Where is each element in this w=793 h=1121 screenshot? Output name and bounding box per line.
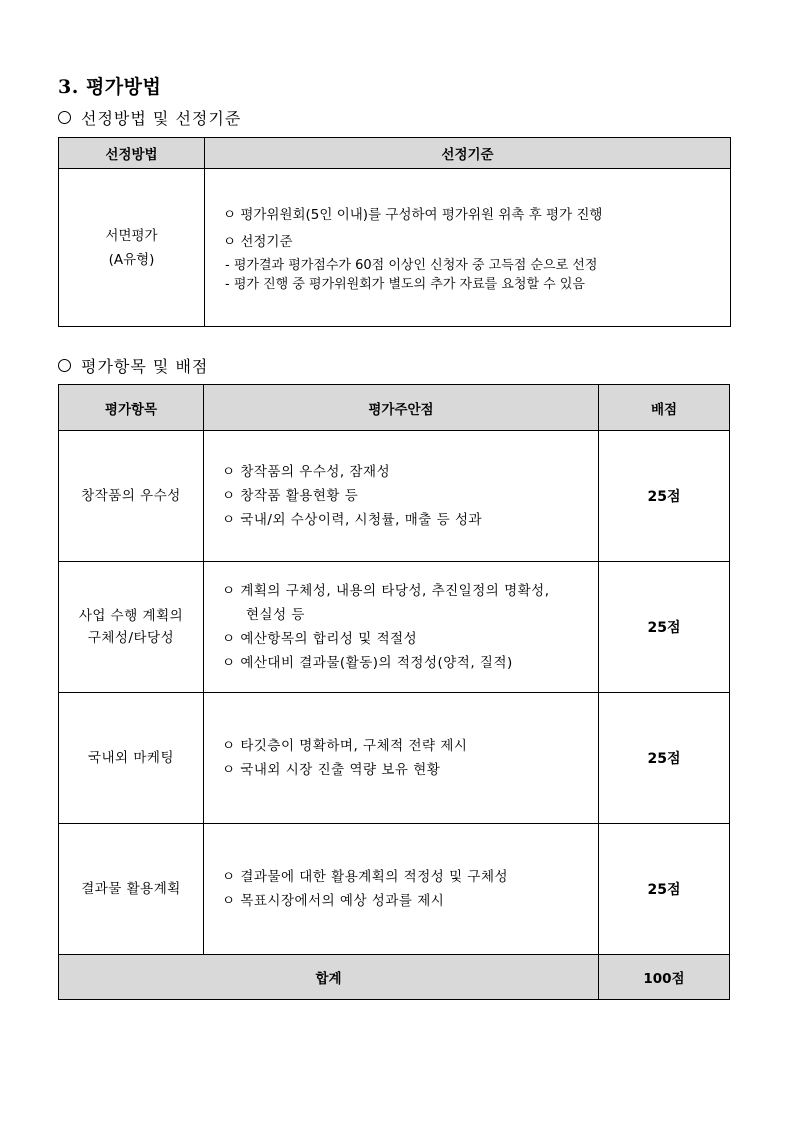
focus-line: ㅇ 목표시장에서의 예상 성과를 제시 [222, 893, 445, 909]
item-name: 창작품의 우수성 [59, 431, 204, 562]
method-cell [59, 169, 205, 327]
table-row [59, 431, 730, 562]
item-points: 25점 [599, 693, 730, 824]
focus-line-continued: 현실성 등 [246, 607, 305, 623]
item-focus [204, 693, 599, 824]
header-item: 평가항목 [59, 385, 204, 431]
item-name: 국내외 마케팅 [59, 693, 204, 824]
table-row [59, 693, 730, 824]
criteria-bullet: ㅇ 선정기준 [223, 233, 293, 250]
scoring-table [58, 384, 730, 1000]
total-points: 100점 [599, 955, 730, 1000]
header-focus: 평가주안점 [204, 385, 599, 431]
focus-line: ㅇ 국내외 시장 진출 역량 보유 현황 [222, 762, 441, 778]
section-heading: 3. 평가방법 [58, 76, 162, 98]
item-focus [204, 431, 599, 562]
total-label: 합계 [59, 955, 599, 1000]
hollow-circle-icon [58, 359, 71, 372]
table-row [59, 824, 730, 955]
item-points: 25점 [599, 431, 730, 562]
subheading-scoring-text: 평가항목 및 배점 [81, 357, 209, 376]
criteria-subline: - 평가결과 평가점수가 60점 이상인 신청자 중 고득점 순으로 선정 [225, 257, 598, 273]
subheading-selection [58, 106, 241, 129]
focus-line: ㅇ 국내/외 수상이력, 시청률, 매출 등 성과 [222, 512, 483, 528]
method-line: (A유형) [108, 251, 155, 268]
criteria-bullet: ㅇ 평가위원회(5인 이내)를 구성하여 평가위원 위촉 후 평가 진행 [223, 206, 603, 223]
method-line: 서면평가 [105, 227, 158, 244]
header-points: 배점 [599, 385, 730, 431]
selection-table [58, 137, 731, 327]
focus-line: ㅇ 예산대비 결과물(활동)의 적정성(양적, 질적) [222, 655, 513, 671]
item-focus [204, 562, 599, 693]
item-name [59, 562, 204, 693]
item-name: 결과물 활용계획 [59, 824, 204, 955]
focus-line: ㅇ 창작품 활용현황 등 [222, 488, 359, 504]
item-points: 25점 [599, 824, 730, 955]
table-row [59, 562, 730, 693]
focus-line: ㅇ 결과물에 대한 활용계획의 적정성 및 구체성 [222, 869, 509, 885]
item-focus [204, 824, 599, 955]
item-name-line: 구체성/타당성 [87, 630, 175, 646]
focus-line: ㅇ 계획의 구체성, 내용의 타당성, 추진일정의 명확성, [222, 583, 550, 599]
header-method: 선정방법 [59, 138, 205, 169]
subheading-selection-text: 선정방법 및 선정기준 [81, 109, 242, 128]
focus-line: ㅇ 창작품의 우수성, 잠재성 [222, 464, 391, 480]
item-points: 25점 [599, 562, 730, 693]
subheading-scoring [58, 354, 208, 377]
header-criteria: 선정기준 [205, 138, 731, 169]
criteria-subline: - 평가 진행 중 평가위원회가 별도의 추가 자료를 요청할 수 있음 [225, 276, 585, 292]
total-row [59, 955, 730, 1000]
focus-line: ㅇ 타깃층이 명확하며, 구체적 전략 제시 [222, 738, 468, 754]
focus-line: ㅇ 예산항목의 합리성 및 적절성 [222, 631, 418, 647]
criteria-cell [205, 169, 731, 327]
item-name-line: 사업 수행 계획의 [78, 608, 184, 624]
hollow-circle-icon [58, 111, 71, 124]
